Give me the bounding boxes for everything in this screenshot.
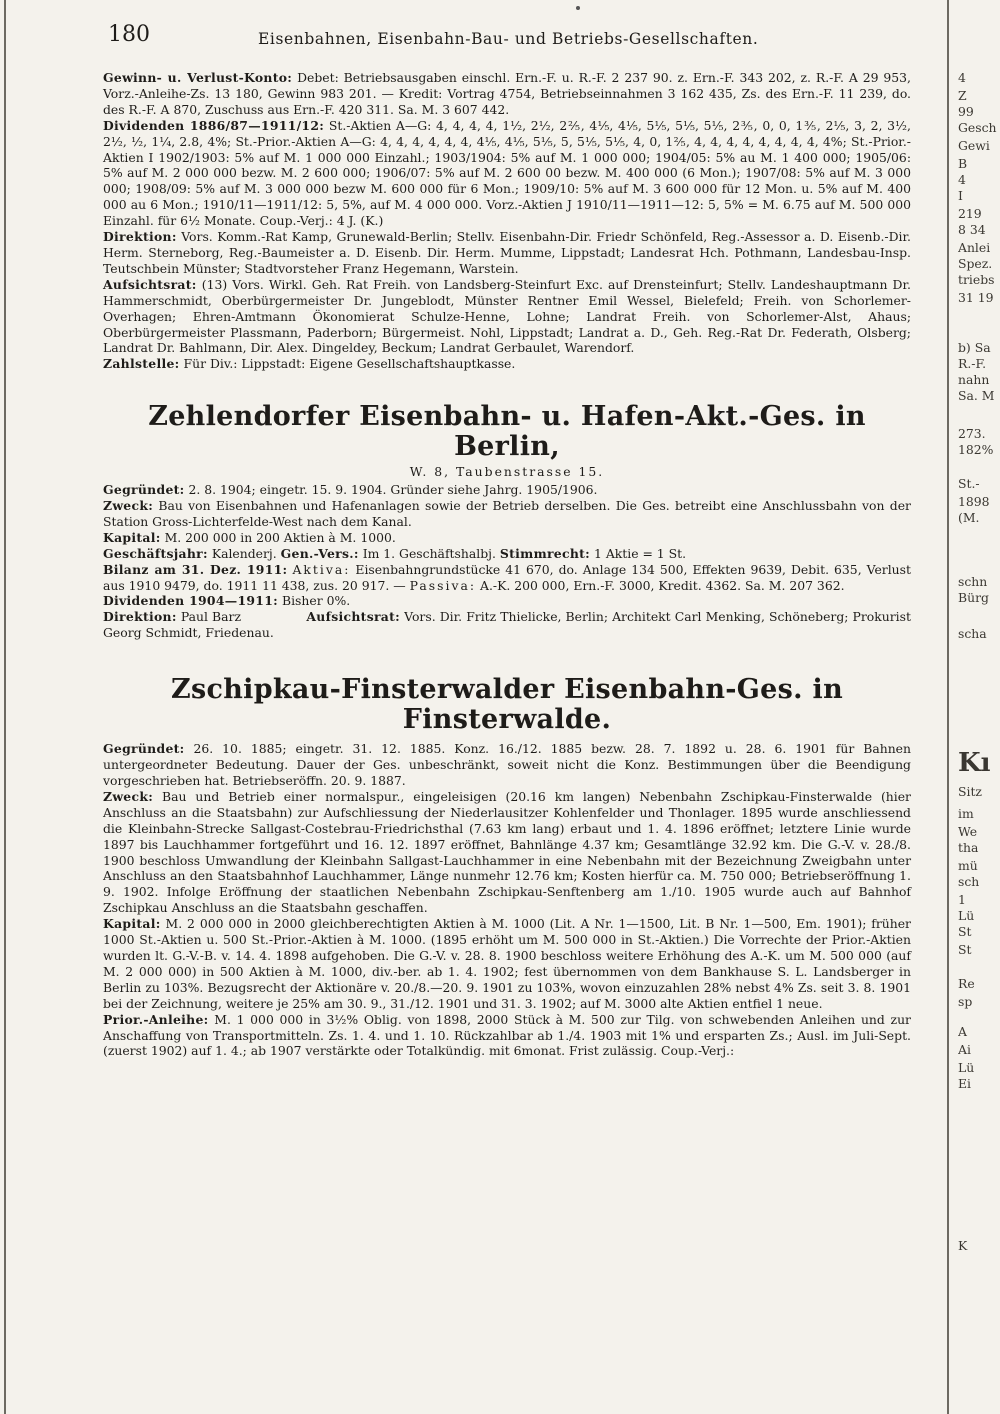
adjacent-page-fragment: 4 bbox=[958, 70, 966, 85]
geschaeftsjahr-text: Kalenderj. bbox=[211, 545, 277, 561]
adjacent-page-fragment: b) Sa bbox=[958, 340, 991, 355]
adjacent-page-fragment: triebs bbox=[958, 272, 995, 287]
zehl-dividenden-label: Dividenden 1904—1911: bbox=[103, 593, 279, 609]
aufsichtsrat-text: (13) Vors. Wirkl. Geh. Rat Freih. von Landsberg-Steinfurt Exc. auf Drensteinfurt; Stellv. Landeshauptmann Dr. Hammerschmidt, Oberbürgermeister Dr. Jungeblodt, Münster Rentner Emil Wessel, Bielefeld; Freih. von Schorlemer-Overhagen; Ehren-Amtmann Ökonomierat Schulze-Henne, Lohne; Landrat Freih. von Schorlemer-Alst, Ahaus; Oberbürgermeister Plassmann, Paderborn; Bürgermeist. Nohl, Lippstadt; Landrat a. D., Geh. Reg.-Rat Dr. Federath, Olsberg; Landrat Dr. Bahlmann, Dir. Alex. Dingeldey, Beckum; Landrat Gerbaulet, Warendorf. bbox=[103, 276, 911, 356]
scan-edge-left bbox=[4, 0, 6, 1414]
adjacent-page-fragment: 8 34 bbox=[958, 222, 986, 237]
dividenden-text: St.-Aktien A—G: 4, 4, 4, 4, 1½, 2½, 2⅖, 4⅕, 4⅕, 5⅕, 5⅕, 5⅕, 2⅗, 0, 0, 1⅗, 2⅕, 3, 2, 3½, 2½, ½, 1¼, 2.8, 4%; St.-Prior.-Aktien A—G: 4, 4, 4, 4, 4, 4, 4⅕, 4⅕, 5⅕, 5, 5⅕, 5⅕, 4, 0, 1⅖, 4, 4, 4, 4, 4, 4, 4, 4, 4%; St.-Prior.-Aktien I 1902/1903: 5% auf M. 1 000 000 Einzahl.; 1903/1904: 5% auf M. 1 000 000; 1904/05: 5% au M. 1 400 000; 1905/06: 5% auf M. 2 000 000 bezw. M. 2 600 000; 1906/07: 5% auf M. 2 600 00 bezw. M. 400 000 (6 Mon.); 1907/08: 5% auf M. 3 000 000; 1908/09: 5% auf M. 3 000 000 bezw M. 600 000 für 6 Mon.; 1909/10: 5% auf M. 3 600 000 für 12 Mon. u. 5% auf M. 400 000 au 6 Mon.; 1910/11—1911/12: 5, 5%, auf M. 4 000 000. Vorz.-Aktien J 1910/11—1911—12: 5, 5% = M. 6.75 auf M. 500 000 Einzahl. für 6½ Monate. Coup.-Verj.: 4 J. (K.) bbox=[103, 117, 911, 229]
zahlstelle-text: Für Div.: Lippstadt: Eigene Gesellschaftshauptkasse. bbox=[183, 356, 516, 372]
adjacent-page-fragment: sch bbox=[958, 874, 980, 889]
zsch-kapital-label: Kapital: bbox=[103, 916, 161, 932]
adjacent-page-fragments bbox=[958, 0, 1000, 1414]
main-column bbox=[103, 70, 911, 1059]
running-head: Eisenbahnen, Eisenbahn-Bau- und Betriebs-Gesellschaften. bbox=[258, 30, 759, 48]
adjacent-page-fragment: 4 bbox=[958, 172, 966, 187]
zweck-label: Zweck: bbox=[103, 498, 154, 514]
zsch-gegruendet-text: 26. 10. 1885; eingetr. 31. 12. 1885. Konz. 16./12. 1885 bezw. 28. 7. 1892 u. 28. 6. 1901 für Bahnen untergeordneter Bedeutung. Dauer der Ges. unbeschränkt, soweit nicht die Konz. Bestimmungen über die Beendigung vorgeschrieben hat. Betriebseröffn. 20. 9. 1887. bbox=[103, 741, 911, 788]
zehl-kapital bbox=[103, 530, 911, 546]
dividenden-label: Dividenden 1886/87—1911/12: bbox=[103, 117, 325, 133]
zsch-kapital bbox=[103, 916, 911, 1011]
adjacent-page-fragment: I bbox=[958, 188, 963, 203]
gegruendet-text: 2. 8. 1904; eingetr. 15. 9. 1904. Gründer siehe Jahrg. 1905/1906. bbox=[188, 482, 598, 498]
zsch-kapital-text: M. 2 000 000 in 2000 gleichberechtigten Aktien à M. 1000 (Lit. A Nr. 1—1500, Lit. B Nr. 1—500, Em. 1901); früher 1000 St.-Aktien u. 500 St.-Prior.-Aktien à M. 1000. (1895 erhöht um M. 500 000 in St.-Aktien.) Die Vorrechte der Prior.-Aktien wurden lt. G.-V.-B. v. 14. 4. 1898 aufgehoben. Die G.-V. v. 28. 8. 1900 beschloss weitere Erhöhung des A.-K. um M. 500 000 (auf M. 2 000 000) in 500 Aktien à M. 1000, div.-ber. ab 1. 4. 1902; fest übernommen von dem Bankhause S. L. Landsberger in Berlin zu 103%. Bezugsrecht der Aktionäre v. 20./8.—20. 9. 1901 zu 103%, wovon einzuzahlen 28% nebst 4% Zs. seit 3. 8. 1901 bei der Zeichnung, weitere je 25% am 30. 9., 31./12. 1901 und 31. 3. 1902; auf M. 3000 alte Aktien entfiel 1 neue. bbox=[103, 916, 911, 1011]
scan-speck bbox=[576, 6, 580, 10]
zehl-direktion bbox=[103, 609, 911, 641]
direktion-entry bbox=[103, 229, 911, 277]
gewinn-entry bbox=[103, 70, 911, 118]
zehl-gegruendet bbox=[103, 482, 911, 498]
adjacent-page-fragment: schn bbox=[958, 574, 988, 589]
adjacent-page-fragment: Ei bbox=[958, 1076, 972, 1091]
adjacent-page-fragment: St.- bbox=[958, 476, 980, 491]
adjacent-page-fragment: Gewi bbox=[958, 138, 990, 153]
gegruendet-label: Gegründet: bbox=[103, 482, 185, 498]
zehl-aufsichtsrat-label: Aufsichtsrat: bbox=[306, 609, 401, 625]
zehl-direktion-label: Direktion: bbox=[103, 609, 177, 625]
adjacent-page-fragment: 273. bbox=[958, 426, 986, 441]
kapital-text: M. 200 000 in 200 Aktien à M. 1000. bbox=[164, 529, 396, 545]
zehl-zweck bbox=[103, 498, 911, 530]
adjacent-page-fragment: mü bbox=[958, 858, 978, 873]
passiva-label: Passiva: bbox=[409, 577, 477, 593]
adjacent-page-fragment: (M. bbox=[958, 510, 980, 525]
adjacent-page-fragment: We bbox=[958, 824, 978, 839]
zsch-gegruendet bbox=[103, 741, 911, 789]
dividenden-entry bbox=[103, 118, 911, 229]
aufsichtsrat-label: Aufsichtsrat: bbox=[103, 276, 197, 292]
zsch-prior-label: Prior.-Anleihe: bbox=[103, 1011, 209, 1027]
zehl-geschaeftsjahr bbox=[103, 546, 911, 562]
adjacent-page-fragment: Spez. bbox=[958, 256, 993, 271]
zehl-dividenden bbox=[103, 593, 911, 609]
adjacent-page-fragment: sp bbox=[958, 994, 973, 1009]
adjacent-page-fragment: Gesch bbox=[958, 120, 997, 135]
adjacent-page-fragment: nahn bbox=[958, 372, 990, 387]
zehl-dividenden-text: Bisher 0%. bbox=[281, 593, 351, 609]
aktiva-label: Aktiva: bbox=[292, 561, 351, 577]
adjacent-page-fragment: Bürg bbox=[958, 590, 989, 605]
adjacent-page-fragment: R.-F. bbox=[958, 356, 987, 371]
company-title-zehlendorf: Zehlendorfer Eisenbahn- u. Hafen-Akt.-Ges. in Berlin, bbox=[148, 401, 866, 463]
adjacent-page-fragment: 31 19 bbox=[958, 290, 994, 305]
adjacent-page-fragment: A bbox=[958, 1024, 967, 1039]
kapital-label: Kapital: bbox=[103, 529, 161, 545]
zsch-zweck bbox=[103, 789, 911, 916]
scan-gutter-rule bbox=[947, 0, 949, 1414]
adjacent-page-fragment: Z bbox=[958, 88, 967, 103]
genvers-text: Im 1. Geschäftshalbj. bbox=[362, 545, 496, 561]
adjacent-page-fragment: K bbox=[958, 1238, 968, 1253]
adjacent-page-fragment: Kı bbox=[958, 748, 991, 778]
aufsichtsrat-entry bbox=[103, 277, 911, 357]
zweck-text: Bau von Eisenbahnen und Hafenanlagen sowie der Betrieb derselben. Die Ges. betreibt eine Anschlussbahn von der Station Gross-Lichterfelde-West nach dem Kanal. bbox=[103, 498, 911, 529]
adjacent-page-fragment: Sa. M bbox=[958, 388, 995, 403]
adjacent-page-fragment: St bbox=[958, 942, 972, 957]
adjacent-page-fragment: Anlei bbox=[958, 240, 991, 255]
adjacent-page-fragment: 182% bbox=[958, 442, 994, 457]
gewinn-text: Debet: Betriebsausgaben einschl. Ern.-F. u. R.-F. 2 237 90. z. Ern.-F. 343 202, z. R.-F. A 29 953, Vorz.-Anleihe-Zs. 13 180, Gewinn 983 201. — Kredit: Vortrag 4754, Betriebseinnahmen 3 162 435, Zs. des Ern.-F. 11 239, do. des R.-F. A 870, Zuschuss aus Ern.-F. 420 311. Sa. M. 3 607 442. bbox=[103, 70, 911, 117]
adjacent-page-fragment: St bbox=[958, 924, 972, 939]
adjacent-page-fragment: Lü bbox=[958, 908, 975, 923]
bilanz-passiva-text: A.-K. 200 000, Ern.-F. 3000, Kredit. 4362. Sa. M. 207 362. bbox=[480, 577, 845, 593]
zahlstelle-label: Zahlstelle: bbox=[103, 356, 180, 372]
company-address: W. 8, Taubenstrasse 15. bbox=[409, 464, 605, 480]
adjacent-page-fragment: 1898 bbox=[958, 494, 990, 509]
zehl-direktion-text: Paul Barz bbox=[180, 609, 241, 625]
zsch-zweck-label: Zweck: bbox=[103, 788, 154, 804]
adjacent-page-fragment: 99 bbox=[958, 104, 974, 119]
adjacent-page-fragment: Re bbox=[958, 976, 975, 991]
company-title-zschipkau: Zschipkau-Finsterwalder Eisenbahn-Ges. in Finsterwalde. bbox=[170, 674, 844, 736]
stimmrecht-label: Stimmrecht: bbox=[499, 545, 591, 561]
direktion-text: Vors. Komm.-Rat Kamp, Grunewald-Berlin; Stellv. Eisenbahn-Dir. Friedr Schönfeld, Reg.-Assessor a. D. Eisenb.-Dir. Herm. Sterneborg, Reg.-Baumeister a. D. Eisenb. Dir. Herm. Mumme, Lippstadt; Landesrat Hch. Pothmann, Landesbau-Insp. Teutschbein Münster; Stadtvorsteher Franz Hegemann, Warstein. bbox=[103, 229, 911, 276]
adjacent-page-fragment: Ai bbox=[958, 1042, 971, 1057]
adjacent-page-fragment: Sitz bbox=[958, 784, 982, 799]
adjacent-page-fragment: Lü bbox=[958, 1060, 975, 1075]
genvers-label: Gen.-Vers.: bbox=[280, 545, 359, 561]
zsch-gegruendet-label: Gegründet: bbox=[103, 741, 185, 757]
zehl-aufsichtsrat-text: Vors. Dir. Fritz Thielicke, Berlin; Architekt Carl Menking, Schöneberg; Prokurist Georg Schmidt, Friedenau. bbox=[103, 609, 911, 641]
stimmrecht-text: 1 Aktie = 1 St. bbox=[594, 545, 687, 561]
zsch-prior bbox=[103, 1012, 911, 1060]
adjacent-page-fragment: tha bbox=[958, 840, 979, 855]
zehl-bilanz bbox=[103, 562, 911, 594]
adjacent-page-fragment: B bbox=[958, 156, 968, 171]
bilanz-label: Bilanz am 31. Dez. 1911: bbox=[103, 561, 288, 577]
direktion-label: Direktion: bbox=[103, 229, 177, 245]
adjacent-page-fragment: 1 bbox=[958, 892, 966, 907]
zahlstelle-entry bbox=[103, 356, 911, 372]
adjacent-page-fragment: 219 bbox=[958, 206, 982, 221]
zsch-prior-text: M. 1 000 000 in 3½% Oblig. von 1898, 2000 Stück à M. 500 zur Tilg. von schwebenden Anleihen und zur Anschaffung von Transportmitteln. Zs. 1. 4. und 1. 10. Rückzahlbar ab 1./4. 1903 mit 1% und ersparten Zs.; Ausl. im Juli-Sept. (zuerst 1902) auf 1. 4.; ab 1907 verstärkte oder Totalkündig. mit 6monat. Frist zulässig. Coup.-Verj.: bbox=[103, 1011, 911, 1059]
zsch-zweck-text: Bau und Betrieb einer normalspur., eingeleisigen (20.16 km langen) Nebenbahn Zschipkau-Finsterwalde (hier Anschluss an die Staatsbahn) zur Aufschliessung der Niederlausitzer Kohlenfelder und Thonlager. 1895 wurde anschliessend die Kleinbahn-Strecke Sallgast-Costebrau-Friedrichsthal (7.63 km lang) erbaut und 1. 4. 1896 eröffnet; letztere Linie wurde 1897 bis Lauchhammer fortgeführt und 16. 12. 1897 eröffnet, Bahnlänge 4.37 km; Gesamtlänge 32.92 km. Die G.-V. v. 28./8. 1900 beschloss Umwandlung der Kleinbahn Sallgast-Lauchhammer in eine Nebenbahn mit der Bezeichnung Zweigbahn unter Anschluss an den Staatsbahnhof Lauchhammer, Länge nunmehr 12.76 km; Kosten hierfür ca. M. 750 000; Betriebseröffnung 1. 9. 1902. Infolge Eröffnung der staatlichen Nebenbahn Zschipkau-Senftenberg am 1./10. 1905 wurde auch auf Bahnhof Zschipkau Anschluss an die Staatsbahn geschaffen. bbox=[103, 788, 911, 916]
adjacent-page-fragment: scha bbox=[958, 626, 987, 641]
page-number: 180 bbox=[108, 22, 150, 47]
gewinn-label: Gewinn- u. Verlust-Konto: bbox=[103, 70, 293, 85]
bilanz-aktiva-text: Eisenbahngrundstücke 41 670, do. Anlage 134 500, Effekten 9639, Debit. 635, Verlust aus 1910 9479, do. 1911 11 438, zus. 20 917. — bbox=[103, 561, 911, 593]
adjacent-page-fragment: im bbox=[958, 806, 974, 821]
geschaeftsjahr-label: Geschäftsjahr: bbox=[103, 545, 208, 561]
